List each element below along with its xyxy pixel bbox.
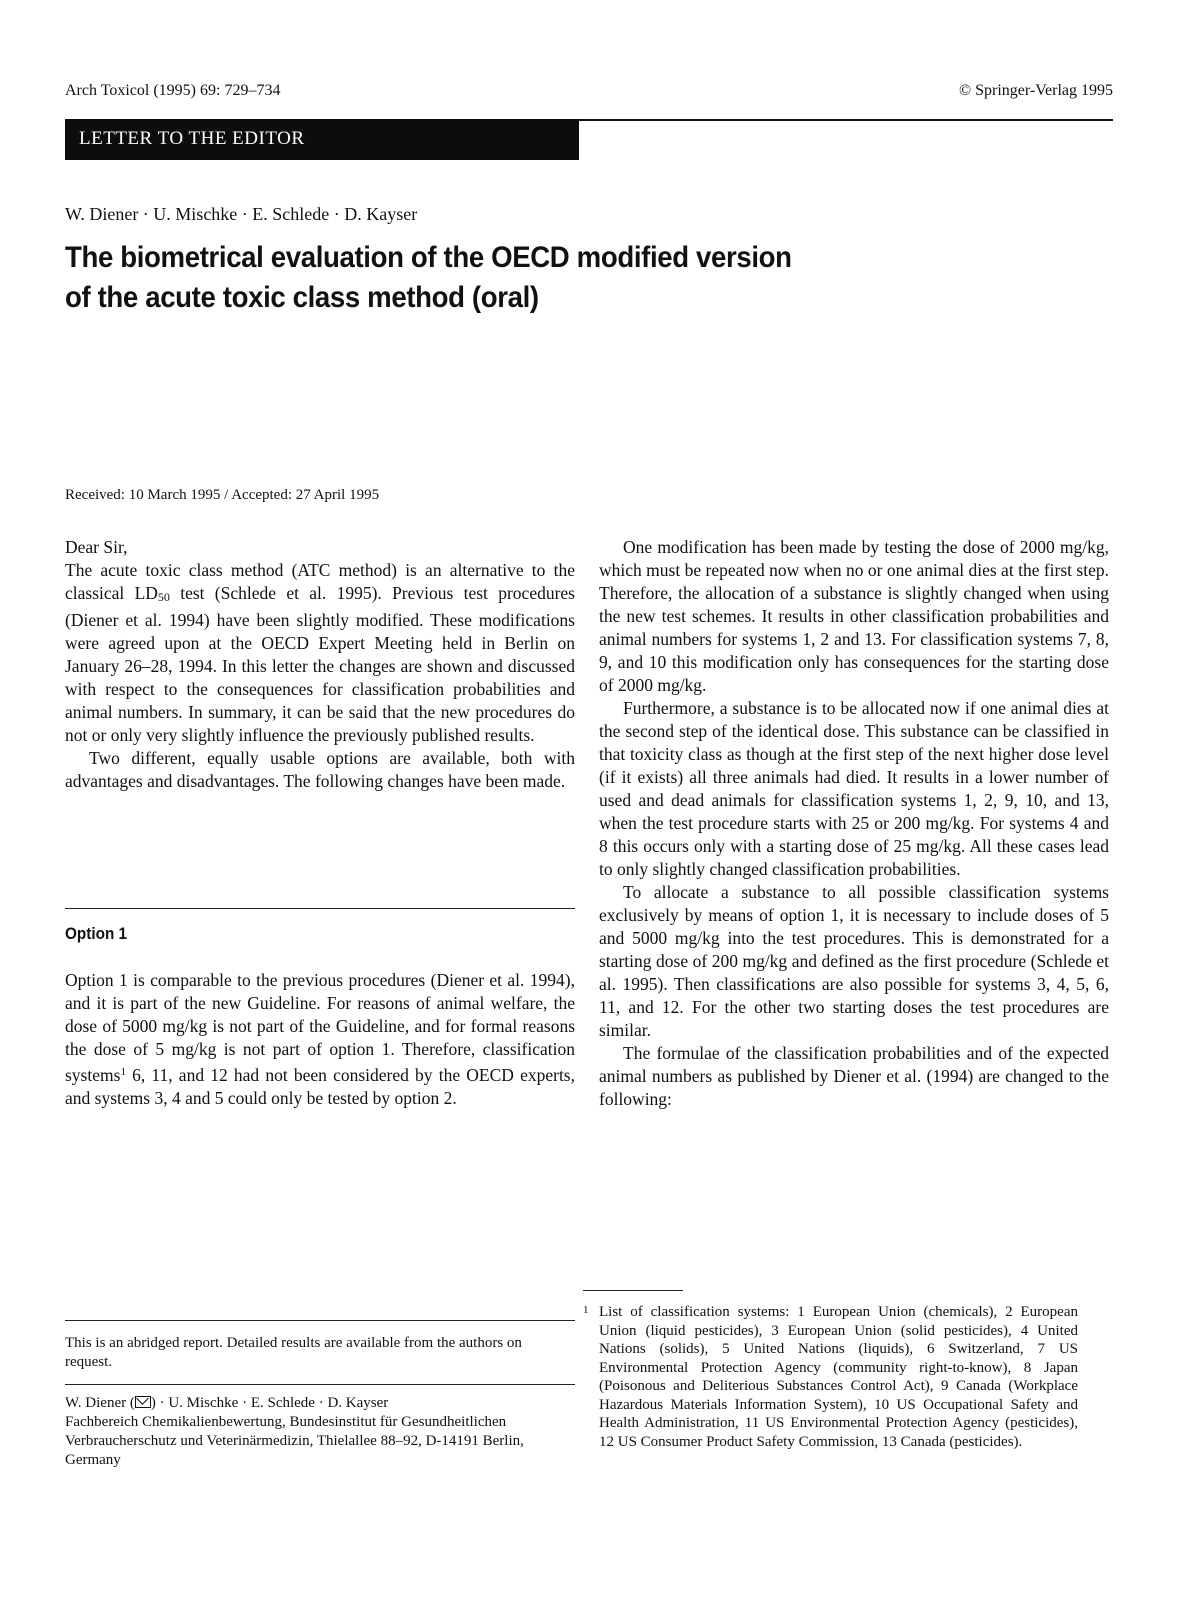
author-list: W. Diener · U. Mischke · E. Schlede · D. Kayser <box>65 204 418 224</box>
paragraph: Two different, equally usable options are available, both with advantages and disadvantages. The following changes have been made. <box>65 748 575 791</box>
footer-divider <box>65 1320 575 1321</box>
section-heading: Option 1 <box>65 924 128 943</box>
title-line-2: of the acute toxic class method (oral) <box>65 281 539 314</box>
address-authors: ) · U. Mischke · E. Schlede · D. Kayser <box>150 1395 389 1411</box>
footnote-text: List of classification systems: 1 European Union (chemicals), 2 European Union (liquid pesticides), 3 European Union (solid pesticides), 4 United Nations (solids), 5 United Nations (liquids), 6 Switzerland, 7 US Environmental Protection Agency (community right-to-know), 8 Japan (Poisonous and Deliterious Substances Control Act), 9 Canada (Workplace Hazardous Materials Information System), 10 US Occupational Safety and Health Administration, 11 US Environmental Protection Agency (pesticides), 12 US Consumer Product Safety Commission, 13 Canada (pesticides). <box>599 1304 1078 1450</box>
section-divider <box>65 908 575 909</box>
paragraph <box>65 559 575 747</box>
paragraph: The formulae of the classification probabilities and of the expected animal numbers as published by Diener et al. (1994) are changed to the following: <box>599 1043 1109 1109</box>
abridged-report-note: This is an abridged report. Detailed results are available from the authors on request. <box>65 1335 522 1370</box>
paragraph-text: test (Schlede et al. 1995). Previous test procedures (Diener et al. 1994) have been slightly modified. These modifications were agreed upon at the OECD Expert Meeting held in Berlin on January 26–28, 1994. In this letter the changes are shown and discussed with respect to the consequences for classification probabilities and animal numbers. In summary, it can be said that the new procedures do not or only very slightly influence the previously published results. <box>65 583 575 745</box>
footnote-divider <box>583 1290 683 1291</box>
footnote <box>583 1303 1078 1451</box>
footnote-mark: 1 <box>583 1304 589 1316</box>
paragraph-text: Option 1 is comparable to the previous procedures (Diener et al. 1994), and it is part of the new Guideline. For reasons of animal welfare, the dose of 5000 mg/kg is not part of the Guideline, and for formal reasons the dose of 5 mg/kg is not part of option 1. Therefore, classification systems <box>65 970 575 1085</box>
paragraph: One modification has been made by testing the dose of 2000 mg/kg, which must be repeated now when no or one animal dies at the first step. Therefore, the allocation of a substance is slightly changed when using the new test schemes. It results in other classification probabilities and animal numbers for systems 1, 2 and 13. For classification systems 7, 8, 9, and 10 this modification only has consequences for the starting dose of 2000 mg/kg. <box>599 537 1109 695</box>
paragraph-text: 6, 11, and 12 had not been considered by the OECD experts, and systems 3, 4 and 5 could only be tested by option 2. <box>65 1065 575 1108</box>
footnote-reference[interactable]: 1 <box>120 1066 126 1078</box>
address-institution: Fachbereich Chemikalienbewertung, Bundesinstitut für Gesundheitlichen Verbraucherschutz und Veterinärmedizin, Thielallee 88–92, D-14191 Berlin, Germany <box>65 1414 524 1468</box>
article-title <box>65 238 893 318</box>
salutation: Dear Sir, <box>65 537 128 557</box>
title-line-1: The biometrical evaluation of the OECD modified version <box>65 241 792 274</box>
paragraph: To allocate a substance to all possible classification systems exclusively by means of option 1, it is necessary to include doses of 5 and 5000 mg/kg into the test procedures. This is demonstrated for a starting dose of 200 mg/kg and defined as the first procedure (Schlede et al. 1995). Then classifications are also possible for systems 3, 4, 5, 6, 11, and 12. For the other two starting doses the test procedures are similar. <box>599 882 1109 1040</box>
received-dates: Received: 10 March 1995 / Accepted: 27 April 1995 <box>65 487 380 503</box>
ld50-subscript: 50 <box>157 590 170 604</box>
paragraph <box>65 969 575 1110</box>
option1-section <box>65 969 575 1110</box>
right-column <box>599 536 1109 1111</box>
copyright-notice: © Springer-Verlag 1995 <box>958 82 1113 99</box>
paragraph-text: The acute toxic class method (ATC method) is an alternative to the classical LD <box>65 560 575 603</box>
left-column <box>65 536 575 793</box>
correspondence-address <box>65 1394 575 1470</box>
envelope-icon <box>135 1396 151 1408</box>
section-banner: LETTER TO THE EDITOR <box>65 119 579 160</box>
paragraph: Furthermore, a substance is to be allocated now if one animal dies at the second step of the identical dose. This substance can be classified in that toxicity class as though at the first step of the next higher dose level (if it exists) all three animals had died. It results in a lower number of used and dead animals for classification systems 1, 2, 9, 10, and 13, when the test procedure starts with 25 or 200 mg/kg. For systems 4 and 8 this occurs only with a starting dose of 25 mg/kg. All these cases lead to only slightly changed classification probabilities. <box>599 698 1109 879</box>
running-head <box>65 82 1113 106</box>
address-author: W. Diener ( <box>65 1395 135 1411</box>
footer-divider <box>65 1384 575 1385</box>
header-rule <box>579 119 1113 121</box>
journal-citation: Arch Toxicol (1995) 69: 729–734 <box>65 82 281 99</box>
